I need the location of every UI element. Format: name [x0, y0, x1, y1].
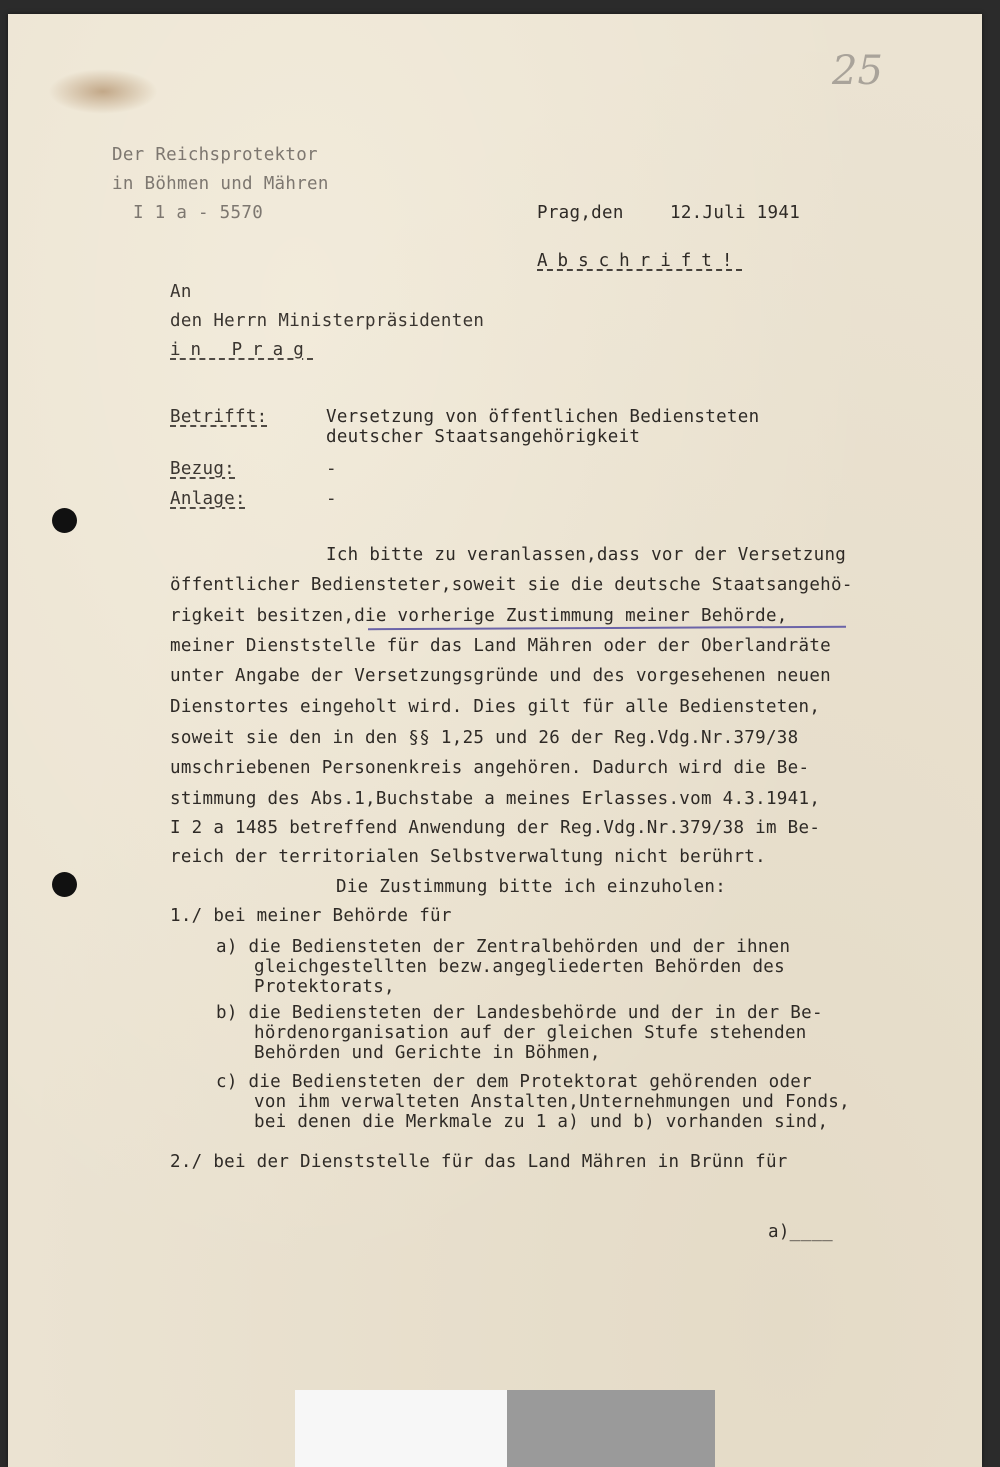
item1-b-line: Behörden und Gerichte in Böhmen, — [254, 1043, 601, 1063]
folio-number: 25 — [832, 48, 883, 94]
reference-value: - — [326, 459, 337, 479]
subject-label: Betrifft: — [170, 407, 268, 427]
recipient-line1: An — [170, 282, 192, 302]
date: 12.Juli 1941 — [670, 203, 801, 223]
punch-hole-upper — [52, 508, 77, 533]
item1-label: 1./ bei meiner Behörde für — [170, 906, 452, 926]
item1-a-line: gleichgestellten bezw.angegliederten Behörden des — [254, 957, 785, 977]
item1-c-line: bei denen die Merkmale zu 1 a) und b) vorhanden sind, — [254, 1112, 829, 1132]
subject-line2: deutscher Staatsangehörigkeit — [326, 427, 641, 447]
body-line: meiner Dienststelle für das Land Mähren oder der Oberlandräte — [170, 636, 831, 656]
body-line: rigkeit besitzen,die vorherige Zustimmung meiner Behörde, — [170, 606, 788, 626]
subject-line1: Versetzung von öffentlichen Bediensteten — [326, 407, 760, 427]
body-line: I 2 a 1485 betreffend Anwendung der Reg.Vdg.Nr.379/38 im Be- — [170, 818, 821, 838]
item1-a-line: a) die Bediensteten der Zentralbehörden und der ihnen — [216, 937, 791, 957]
body-line: umschriebenen Personenkreis angehören. Dadurch wird die Be- — [170, 758, 810, 778]
recipient-line3: in Prag — [170, 340, 314, 360]
sender-line2: in Böhmen und Mähren — [112, 174, 329, 194]
body-line: Ich bitte zu veranlassen,dass vor der Versetzung — [326, 545, 847, 565]
place: Prag,den — [537, 203, 624, 223]
strip-white-patch — [295, 1390, 507, 1467]
strip-grey-patch — [507, 1390, 715, 1467]
continuation-mark: a)____ — [768, 1222, 834, 1242]
body-line: öffentlicher Bediensteter,soweit sie die deutsche Staatsangehö- — [170, 575, 853, 595]
item1-a-line: Protektorats, — [254, 977, 395, 997]
body-line: soweit sie den in den §§ 1,25 und 26 der Reg.Vdg.Nr.379/38 — [170, 728, 799, 748]
copy-mark: Abschrift! — [537, 251, 743, 271]
archive-color-strip — [295, 1390, 715, 1467]
item1-c-line: c) die Bediensteten der dem Protektorat gehörenden oder — [216, 1072, 812, 1092]
attachment-value: - — [326, 489, 337, 509]
body-line: stimmung des Abs.1,Buchstabe a meines Erlasses.vom 4.3.1941, — [170, 789, 821, 809]
attachment-label: Anlage: — [170, 489, 246, 509]
sender-line1: Der Reichsprotektor — [112, 145, 318, 165]
body-line: Dienstortes eingeholt wird. Dies gilt für alle Bediensteten, — [170, 697, 821, 717]
sender-reference: I 1 a - 5570 — [133, 203, 264, 223]
body-line: reich der territorialen Selbstverwaltung nicht berührt. — [170, 847, 766, 867]
rust-stain — [48, 69, 158, 114]
consent-intro: Die Zustimmung bitte ich einzuholen: — [336, 877, 727, 897]
item1-b-line: b) die Bediensteten der Landesbehörde und der in der Be- — [216, 1003, 823, 1023]
recipient-line2: den Herrn Ministerpräsidenten — [170, 311, 485, 331]
reference-label: Bezug: — [170, 459, 236, 479]
item1-c-line: von ihm verwalteten Anstalten,Unternehmungen und Fonds, — [254, 1092, 850, 1112]
item1-b-line: hördenorganisation auf der gleichen Stufe stehenden — [254, 1023, 807, 1043]
body-line: unter Angabe der Versetzungsgründe und des vorgesehenen neuen — [170, 666, 831, 686]
punch-hole-lower — [52, 872, 77, 897]
item2-label: 2./ bei der Dienststelle für das Land Mähren in Brünn für — [170, 1152, 788, 1172]
